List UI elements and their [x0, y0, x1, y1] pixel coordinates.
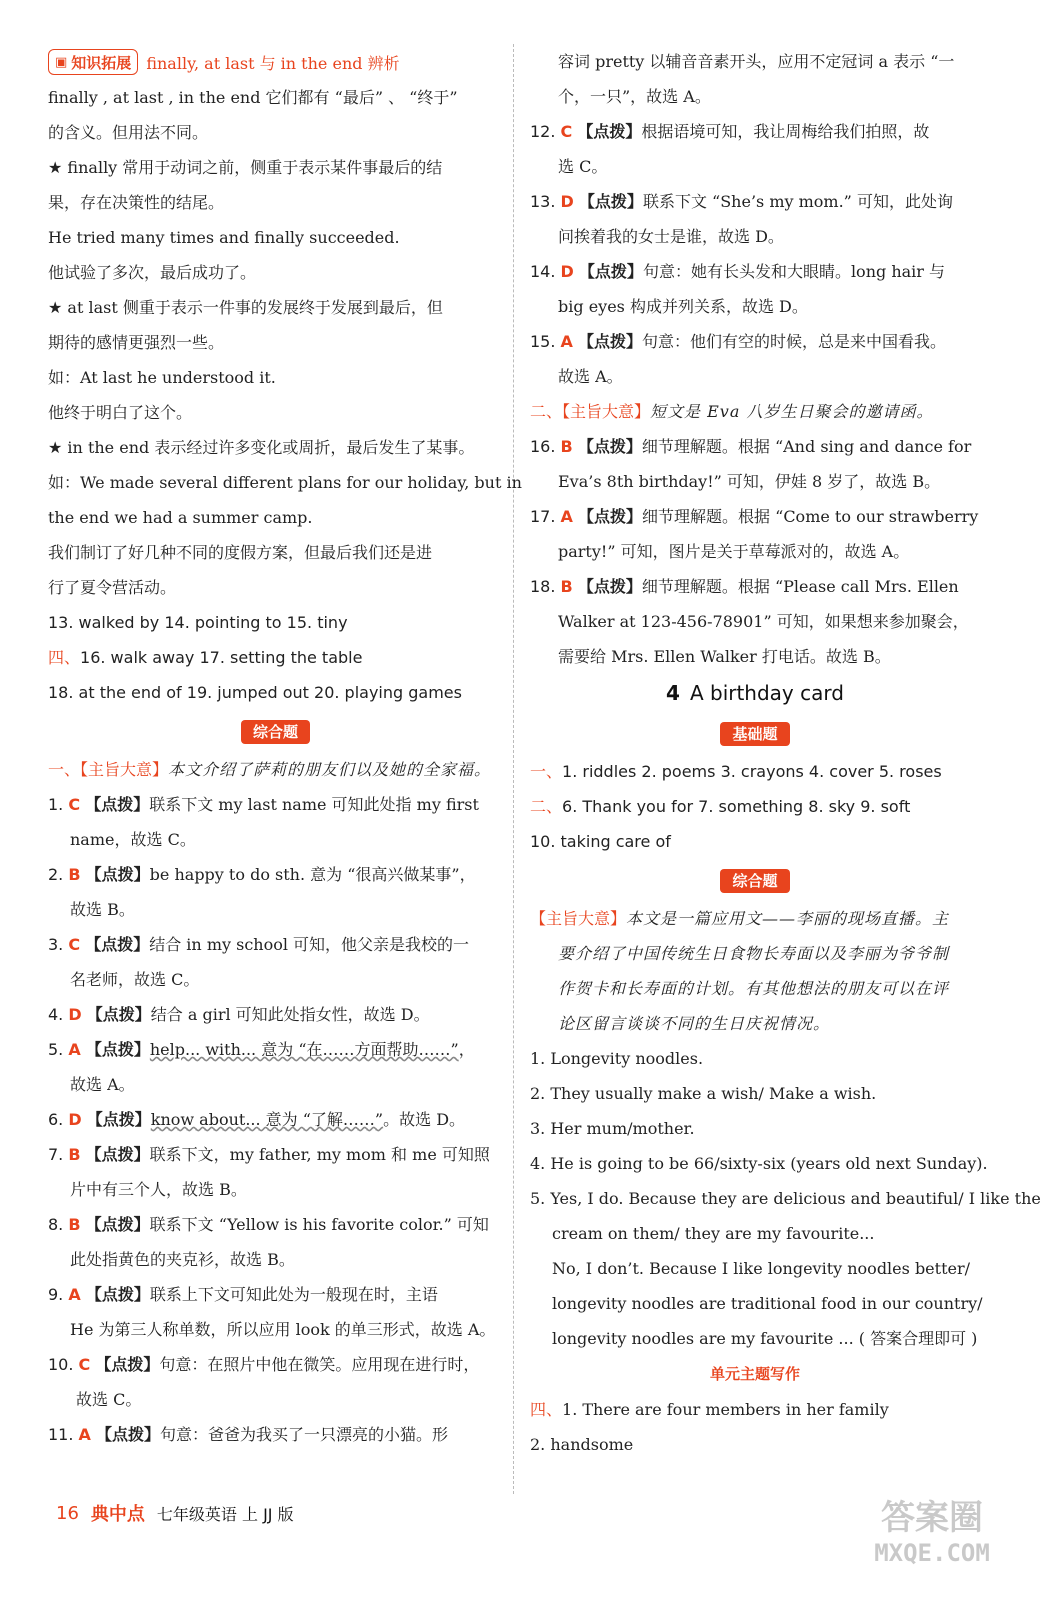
- site-watermark: 答案圈 MXQE.COM: [874, 1498, 990, 1567]
- basic-answers-6-9: 二、6. Thank you for 7. something 8. sky 9. soft: [530, 797, 911, 816]
- section-banner-jichu: 基础题: [530, 712, 980, 754]
- reading-answer-5: 5. Yes, I do. Because they are delicious and beautiful/ I like the: [530, 1189, 1041, 1208]
- answer-18: 18. B 【点拨】细节理解题。根据 “Please call Mrs. Ellen: [530, 577, 959, 596]
- answer-17: 17. A 【点拨】细节理解题。根据 “Come to our strawberry: [530, 507, 979, 526]
- column-divider: [513, 44, 514, 1494]
- fill-answers-18-20: 18. at the end of 19. jumped out 20. playing games: [48, 683, 462, 702]
- answer-16: 16. B 【点拨】细节理解题。根据 “And sing and dance for: [530, 437, 972, 456]
- kx-line: 果，存在决策性的结尾。: [48, 193, 225, 212]
- kx-line: the end we had a summer camp.: [48, 508, 313, 527]
- unit-writing-title: 单元主题写作: [709, 1365, 800, 1383]
- answer-7-cont: 片中有三个人，故选 B。: [70, 1180, 247, 1199]
- fill-answers-16-17: 四、16. walk away 17. setting the table: [48, 648, 363, 667]
- answer-5-cont: 故选 A。: [70, 1075, 135, 1094]
- reading-answer-5-cont: No, I don’t. Because I like longevity noodles better/: [552, 1259, 971, 1278]
- kx-line: 的含义。但用法不同。: [48, 123, 209, 142]
- kx-line: 我们制订了好几种不同的度假方案，但最后我们还是进: [48, 543, 433, 562]
- section-banner-zonghe-right: 综合题: [530, 859, 980, 901]
- kx-line: 如：We made several different plans for our holiday, but in: [48, 473, 522, 492]
- answer-2-cont: 故选 B。: [70, 900, 135, 919]
- writing-answer-1: 四、1. There are four members in her family: [530, 1400, 889, 1419]
- basic-answers-10: 10. taking care of: [530, 832, 671, 851]
- left-column: [48, 44, 522, 1452]
- answer-5: 5. A 【点拨】help... with... 意为 “在……方面帮助……”，: [48, 1040, 475, 1059]
- answer-8-cont: 此处指黄色的夹克衫，故选 B。: [70, 1250, 295, 1269]
- main-idea-3: 【主旨大意】本文是一篇应用文——李丽的现场直播。主: [530, 909, 950, 928]
- main-idea-3-cont: 要介绍了中国传统生日食物长寿面以及李丽为爷爷制: [558, 944, 950, 963]
- answer-12: 12. C 【点拨】根据语境可知，我让周梅给我们拍照，故: [530, 122, 930, 141]
- reading-answer-5-cont: longevity noodles are traditional food in our country/: [552, 1294, 983, 1313]
- kx-line: ★ finally 常用于动词之前，侧重于表示某件事最后的结: [48, 158, 443, 177]
- kx-line: finally , at last , in the end 它们都有 “最后” 、 “终于”: [48, 88, 458, 107]
- kx-line: ★ at last 侧重于表示一件事的发展终于发展到最后，但: [48, 298, 443, 317]
- main-idea-2: 二、【主旨大意】短文是 Eva 八岁生日聚会的邀请函。: [530, 402, 934, 421]
- reading-answer-1: 1. Longevity noodles.: [530, 1049, 704, 1068]
- answer-11-cont: 容词 pretty 以辅音音素开头，应用不定冠词 a 表示 “一: [558, 52, 955, 71]
- answer-11-cont: 个，一只”，故选 A。: [558, 87, 711, 106]
- answer-13-cont: 问挨着我的女士是谁，故选 D。: [558, 227, 784, 246]
- reading-answer-5-cont: longevity noodles are my favourite ... ( 答案合理即可 ): [552, 1329, 978, 1348]
- kx-line: 行了夏令营活动。: [48, 578, 177, 597]
- main-idea-3-cont: 作贺卡和长寿面的计划。有其他想法的朋友可以在评: [558, 979, 950, 998]
- kx-line: ★ in the end 表示经过许多变化或周折，最后发生了某事。: [48, 438, 475, 457]
- writing-answer-2: 2. handsome: [530, 1435, 634, 1454]
- answer-10: 10. C 【点拨】句意：在照片中他在微笑。应用现在进行时，: [48, 1355, 480, 1374]
- section-banner-zonghe: 综合题: [48, 710, 503, 752]
- answer-3-cont: 名老师，故选 C。: [70, 970, 200, 989]
- answer-17-cont: party!” 可知，图片是关于草莓派对的，故选 A。: [558, 542, 910, 561]
- answer-9: 9. A 【点拨】联系上下文可知此处为一般现在时，主语: [48, 1285, 438, 1304]
- unit-title: 4 A birthday card: [666, 681, 844, 705]
- answer-15-cont: 故选 A。: [558, 367, 623, 386]
- answer-18-cont: 需要给 Mrs. Ellen Walker 打电话。故选 B。: [558, 647, 891, 666]
- answer-1-cont: name，故选 C。: [70, 830, 196, 849]
- book-title: 七年级英语 上 JJ 版: [156, 1504, 294, 1524]
- reading-answer-5-cont: cream on them/ they are my favourite...: [552, 1224, 875, 1243]
- reading-answer-2: 2. They usually make a wish/ Make a wish.: [530, 1084, 877, 1103]
- right-column: [530, 44, 1041, 1462]
- kx-line: 他终于明白了这个。: [48, 403, 193, 422]
- basic-answers-1-5: 一、1. riddles 2. poems 3. crayons 4. cover 5. roses: [530, 762, 942, 781]
- book-icon: ▣: [55, 54, 68, 70]
- publisher-logo: 典中点: [90, 1504, 145, 1525]
- reading-answer-3: 3. Her mum/mother.: [530, 1119, 695, 1138]
- reading-answer-4: 4. He is going to be 66/sixty-six (years old next Sunday).: [530, 1154, 988, 1173]
- kx-line: 期待的感情更强烈一些。: [48, 333, 225, 352]
- answer-7: 7. B 【点拨】联系下文，my father, my mom 和 me 可知照: [48, 1145, 490, 1164]
- kx-line: 他试验了多次，最后成功了。: [48, 263, 257, 282]
- answer-14: 14. D 【点拨】句意：她有长头发和大眼睛。long hair 与: [530, 262, 946, 281]
- kx-line: 如：At last he understood it.: [48, 368, 276, 387]
- answer-10-cont: 故选 C。: [76, 1390, 142, 1409]
- answer-3: 3. C 【点拨】结合 in my school 可知，他父亲是我校的一: [48, 935, 470, 954]
- fill-answers-13-15: 13. walked by 14. pointing to 15. tiny: [48, 613, 348, 632]
- answer-15: 15. A 【点拨】句意：他们有空的时候，总是来中国看我。: [530, 332, 947, 351]
- main-idea-1: 一、【主旨大意】本文介绍了萨莉的朋友们以及她的全家福。: [48, 760, 492, 779]
- answer-16-cont: Eva’s 8th birthday!” 可知，伊娃 8 岁了，故选 B。: [558, 472, 941, 491]
- answer-12-cont: 选 C。: [558, 157, 608, 176]
- answer-11: 11. A 【点拨】句意：爸爸为我买了一只漂亮的小猫。形: [48, 1425, 449, 1444]
- knowledge-title: finally, at last 与 in the end 辨析: [146, 53, 400, 73]
- answer-4: 4. D 【点拨】结合 a girl 可知此处指女性，故选 D。: [48, 1005, 430, 1024]
- page-number: 16: [56, 1502, 79, 1524]
- answer-14-cont: big eyes 构成并列关系，故选 D。: [558, 297, 808, 316]
- page-footer: [56, 1500, 294, 1526]
- kx-line: He tried many times and finally succeeded.: [48, 228, 400, 247]
- answer-13: 13. D 【点拨】联系下文 “She’s my mom.” 可知，此处询: [530, 192, 953, 211]
- knowledge-extension-header: [48, 44, 503, 80]
- knowledge-badge: ▣ 知识拓展: [48, 49, 138, 75]
- answer-6: 6. D 【点拨】know about... 意为 “了解……”。故选 D。: [48, 1110, 466, 1129]
- answer-8: 8. B 【点拨】联系下文 “Yellow is his favorite color.” 可知: [48, 1215, 489, 1234]
- answer-18-cont: Walker at 123-456-78901” 可知，如果想来参加聚会，: [558, 612, 969, 631]
- answer-2: 2. B 【点拨】be happy to do sth. 意为 “很高兴做某事”，: [48, 865, 476, 884]
- answer-9-cont: He 为第三人称单数，所以应用 look 的单三形式，故选 A。: [70, 1320, 496, 1339]
- main-idea-3-cont: 论区留言谈谈不同的生日庆祝情况。: [558, 1014, 831, 1033]
- answer-1: 1. C 【点拨】联系下文 my last name 可知此处指 my first: [48, 795, 479, 814]
